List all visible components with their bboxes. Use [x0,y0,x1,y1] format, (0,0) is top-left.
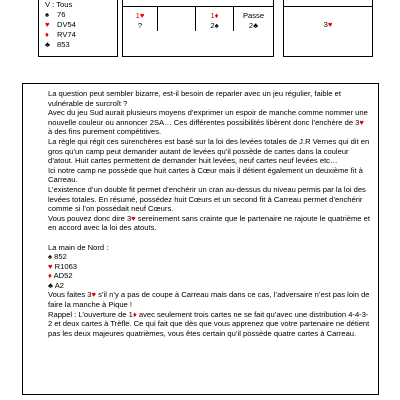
answer-bid-number: 3 [323,20,328,29]
hand-cards: 853 [57,40,70,49]
bid-column-sud [123,7,157,31]
paragraph-fit: Ici notre camp ne possède que huit cartes à Cœur mais il détient également un deuxième fit à Carreau. [48,165,366,185]
spade-icon: ♠ [45,10,50,19]
hand-box [38,0,118,57]
north-row-diamonds [48,271,370,281]
header-est [236,0,274,6]
hand-row-diamonds [45,30,117,40]
north-cards: 852 [54,252,67,262]
header-sud [123,0,161,6]
hand-row-hearts [45,20,117,30]
hand-row-spades [45,10,117,20]
vulnerability-label: V : Tous [45,0,73,9]
answer-box [283,0,373,57]
heart-icon: ♥ [91,290,96,300]
header-nord [198,0,236,6]
heart-icon: ♥ [48,261,53,271]
diamond-icon: ♦ [48,271,52,281]
paragraph-rule: La règle qui régit ces surenchères est basé sur la loi des levées totales de J.R Vernes qui dit en gros qu’un camp peut demander autant de levées qu’il possède de cartes dans la couleur d’atout. Huit cartes permettent de demander huit levées, neuf cartes neuf levées etc… [48,136,372,166]
heart-icon: ♥ [359,117,364,127]
answer-bid [284,20,372,29]
club-icon: ♣ [45,40,50,49]
bid-cell: Passe [242,11,265,20]
heart-icon: ♥ [131,213,136,223]
north-hand-title: La main de Nord : [48,242,109,252]
paragraph-reminder: Rappel : L’ouverture de 1♦ avec seulement trois cartes ne se fait qu’avec une distribution 4-4-3-2 et deux cartes à Trèfle. Ce qui fait que dès que vous apprenez que votre partenaire ne détient pas les deux majeures quatrièmes, vous êtes certain qu’il possède quatre cartes à Carreau. [48,309,372,338]
bidding-columns [123,7,273,31]
hand-cards: RV74 [57,30,76,39]
north-row-spades [48,252,370,262]
spacer [48,233,370,243]
hand-row-clubs [45,40,117,50]
bid-cell: 2♣ [248,21,259,30]
answer-header [284,0,372,7]
bid-cell: 1♦ [210,11,219,20]
club-icon: ♣ [48,280,53,290]
paragraph-conclusion: Vous pouvez donc dire 3♥ sereinement sans crainte que le partenaire ne rajoute le quatrième et en accord avec la loi des atouts. [48,213,373,233]
paragraph-double-fit: L’existence d’un double fit permet d’enchérir un cran au-dessus du niveau permis par la loi des levées totales. En résumé, possédez huit Cœurs et un second fit à Carreau permet d’enchérir comme si l’on possédait neuf Cœurs. [48,184,368,214]
hand-cards: DV54 [57,20,76,29]
bid-cell: 1♥ [135,11,145,20]
hand-cards: 76 [57,10,66,19]
bid-column-est [233,7,273,31]
bid-column-nord [195,7,233,31]
bid-cell: ? [137,21,143,30]
bidding-header [123,0,273,7]
explanation-box [22,83,379,395]
bid-column-ouest [157,7,195,31]
north-row-clubs [48,281,370,291]
spade-icon: ♠ [48,252,53,262]
diamond-icon: ♦ [132,309,137,319]
heart-icon: ♥ [327,20,333,29]
paragraph-options: Avec du jeu Sud aurait plusieurs moyens d’exprimer un espoir de manche comme nommer une nouvelle couleur ou annoncer 2SA… Ces différentes possibilités libèrent donc l’enchère de 3♥ à des fins purement compétitives. [48,108,370,137]
north-cards: AD52 [53,271,73,281]
north-cards: R1063 [54,261,78,271]
bid-cell: 2♠ [210,21,219,30]
header-ouest [161,0,199,6]
heart-icon: ♥ [45,20,50,29]
bidding-table [122,0,274,57]
paragraph-result: Vous faites 3♥ s’il n’y a pas de coupe à Carreau mais dans ce cas, l’adversaire n’est pas loin de faire la manche à Pique ! [48,290,372,310]
north-row-hearts [48,262,370,272]
north-cards: A2 [54,280,64,290]
diamond-icon: ♦ [45,30,49,39]
paragraph-question: La question peut sembler bizarre, est-il besoin de reparler avec un jeu régulier, faible et vulnérable de surcroît ? [48,89,344,108]
